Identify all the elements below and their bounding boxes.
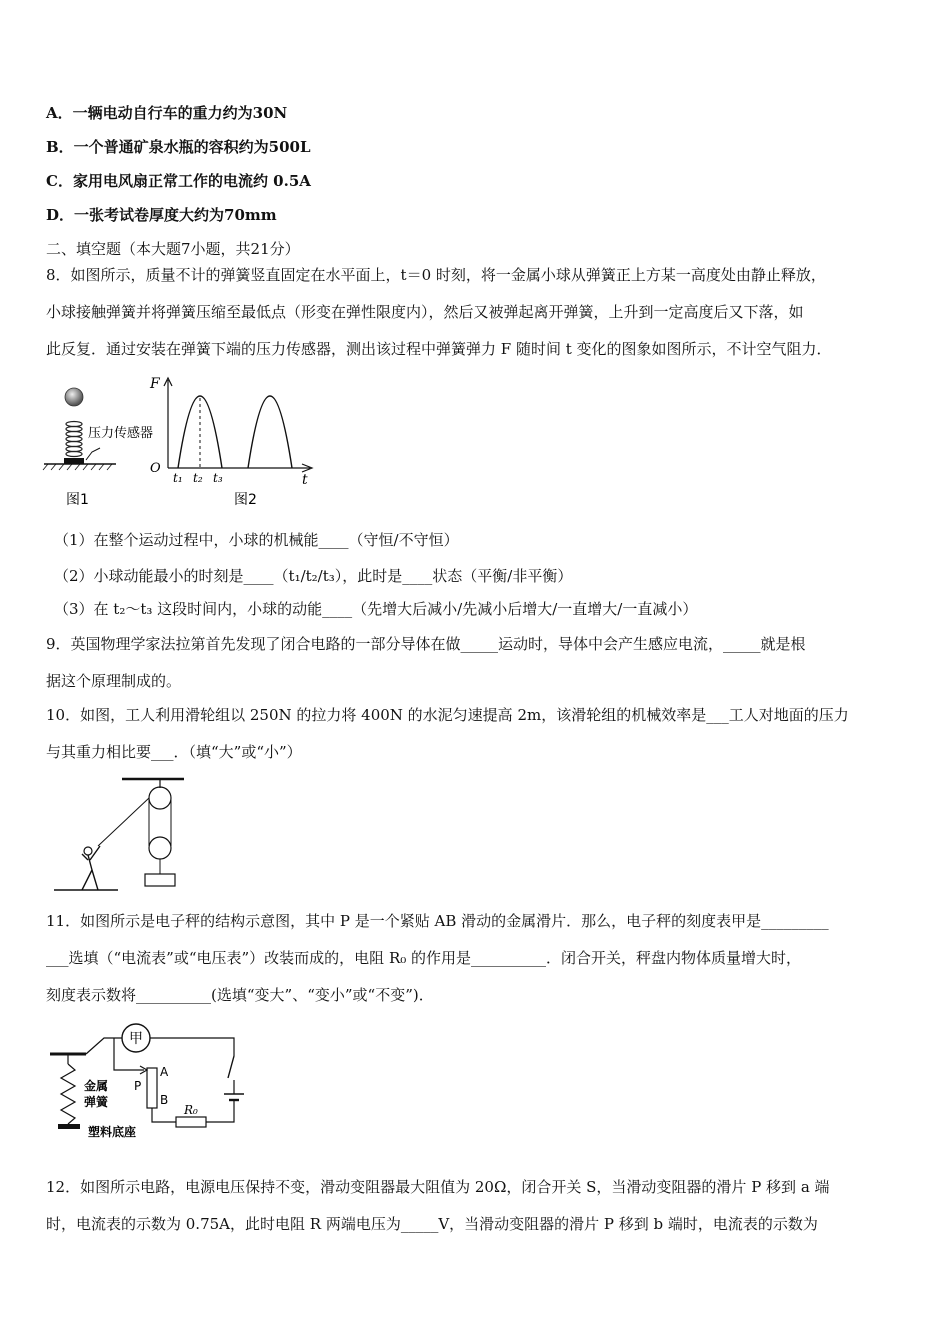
- movable-pulley: [149, 837, 171, 859]
- fixed-pulley: [149, 787, 171, 809]
- origin-label: O: [150, 461, 161, 476]
- q8-line-2: 小球接触弹簧并将弹簧压缩至最低点（形变在弹性限度内），然后又被弹起离开弹簧，上升到一定高度后又下落，如: [46, 303, 804, 321]
- q11-line-3: 刻度表示数将__________(选填“变大”、“变小”或“不变”)．: [46, 986, 434, 1004]
- fig2-caption: 图2: [234, 492, 257, 508]
- q12-line-1: 12．如图所示电路，电源电压保持不变，滑动变阻器最大阻值为 20Ω，闭合开关 S，当滑动变阻器的滑片 P 移到 a 端: [46, 1178, 830, 1196]
- f-axis-label: F: [150, 376, 160, 392]
- q10-line-2: 与其重力相比要___．（填“大”或“小”）: [46, 743, 302, 761]
- q10-pulley-figure: [48, 774, 198, 896]
- wire-battery-r0: [206, 1100, 234, 1122]
- ball: [65, 388, 83, 406]
- fig1-caption: 图1: [66, 492, 89, 508]
- spring-label-2: 弹簧: [84, 1095, 109, 1109]
- q8-line-1: 8．如图所示，质量不计的弹簧竖直固定在水平面上，t＝0 时刻，将一金属小球从弹簧正上方某一高度处由静止释放，: [46, 266, 826, 284]
- q8-figure: [40, 372, 330, 512]
- q9-line-2: 据这个原理制成的。: [46, 672, 182, 690]
- label-a: A: [160, 1065, 169, 1079]
- q12-line-2: 时，电流表的示数为 0.75A，此时电阻 R 两端电压为_____V，当滑动变阻器的滑片 P 移到 b 端时，电流表的示数为: [46, 1215, 818, 1233]
- r0-label: R₀: [184, 1103, 198, 1117]
- resistor-r0: [176, 1117, 206, 1127]
- pull-rope: [98, 798, 149, 846]
- q8-sub-1: （1）在整个运动过程中，小球的机械能____（守恒/不守恒）: [54, 531, 459, 549]
- q11-line-2: ___选填（“电流表”或“电压表”）改装而成的，电阻 R₀ 的作用是__________．闭合开关，秤盘内物体质量增大时，: [46, 949, 802, 967]
- wire-top: [150, 1038, 234, 1056]
- ground-hatch: [43, 464, 112, 470]
- label-p: P: [134, 1079, 142, 1093]
- pressure-sensor: [64, 458, 84, 464]
- meter-jia-label: 甲: [129, 1031, 143, 1047]
- q8-line-3: 此反复．通过安装在弹簧下端的压力传感器，测出该过程中弹簧弹力 F 随时间 t 变化的图象如图所示，不计空气阻力．: [46, 340, 832, 358]
- sensor-label: 压力传感器: [88, 426, 154, 441]
- rheostat-ab: [147, 1068, 157, 1108]
- option-d: D．一张考试卷厚度大约为70mm: [46, 206, 277, 224]
- option-c: C．家用电风扇正常工作的电流约 0.5A: [46, 172, 311, 190]
- switch: [228, 1056, 234, 1078]
- option-a: A．一辆电动自行车的重力约为30N: [46, 104, 288, 122]
- q11-line-1: 11．如图所示是电子秤的结构示意图，其中 P 是一个紧贴 AB 滑动的金属滑片．那么，电子秤的刻度表甲是_________: [46, 912, 829, 930]
- q9-line-1: 9．英国物理学家法拉第首先发现了闭合电路的一部分导体在做_____运动时，导体中会产生感应电流，_____就是根: [46, 635, 806, 653]
- force-hump-2: [248, 396, 292, 468]
- section-heading: 二、填空题（本大题7小题，共21分）: [46, 240, 300, 258]
- q8-sub-3: （3）在 t₂～t₃ 这段时间内，小球的动能____（先增大后减小/先减小后增大/一直增大/一直减小）: [54, 600, 698, 618]
- tick-t2: t₂: [193, 471, 203, 485]
- tick-t1: t₁: [173, 471, 183, 485]
- cement-load: [145, 874, 175, 886]
- label-b: B: [160, 1093, 169, 1107]
- spring: [66, 422, 82, 457]
- wire-to-meter: [86, 1038, 122, 1054]
- base-label: 塑料底座: [88, 1125, 137, 1139]
- spring-label-1: 金属: [84, 1079, 109, 1093]
- tick-t3: t₃: [213, 471, 223, 485]
- worker-head: [84, 847, 92, 855]
- t-axis-label: t: [302, 472, 308, 488]
- sensor-pointer: [86, 448, 100, 460]
- option-b: B．一个普通矿泉水瓶的容积约为500L: [46, 138, 311, 156]
- metal-spring: [61, 1064, 75, 1124]
- q11-circuit-figure: [44, 1018, 254, 1142]
- q8-sub-2: （2）小球动能最小的时刻是____（t₁/t₂/t₃），此时是____状态（平衡/非平衡）: [54, 567, 573, 585]
- plastic-base: [58, 1124, 80, 1129]
- wire-r0-b: [152, 1108, 176, 1122]
- q10-line-1: 10．如图，工人利用滑轮组以 250N 的拉力将 400N 的水泥匀速提高 2m，该滑轮组的机械效率是___工人对地面的压力: [46, 706, 849, 724]
